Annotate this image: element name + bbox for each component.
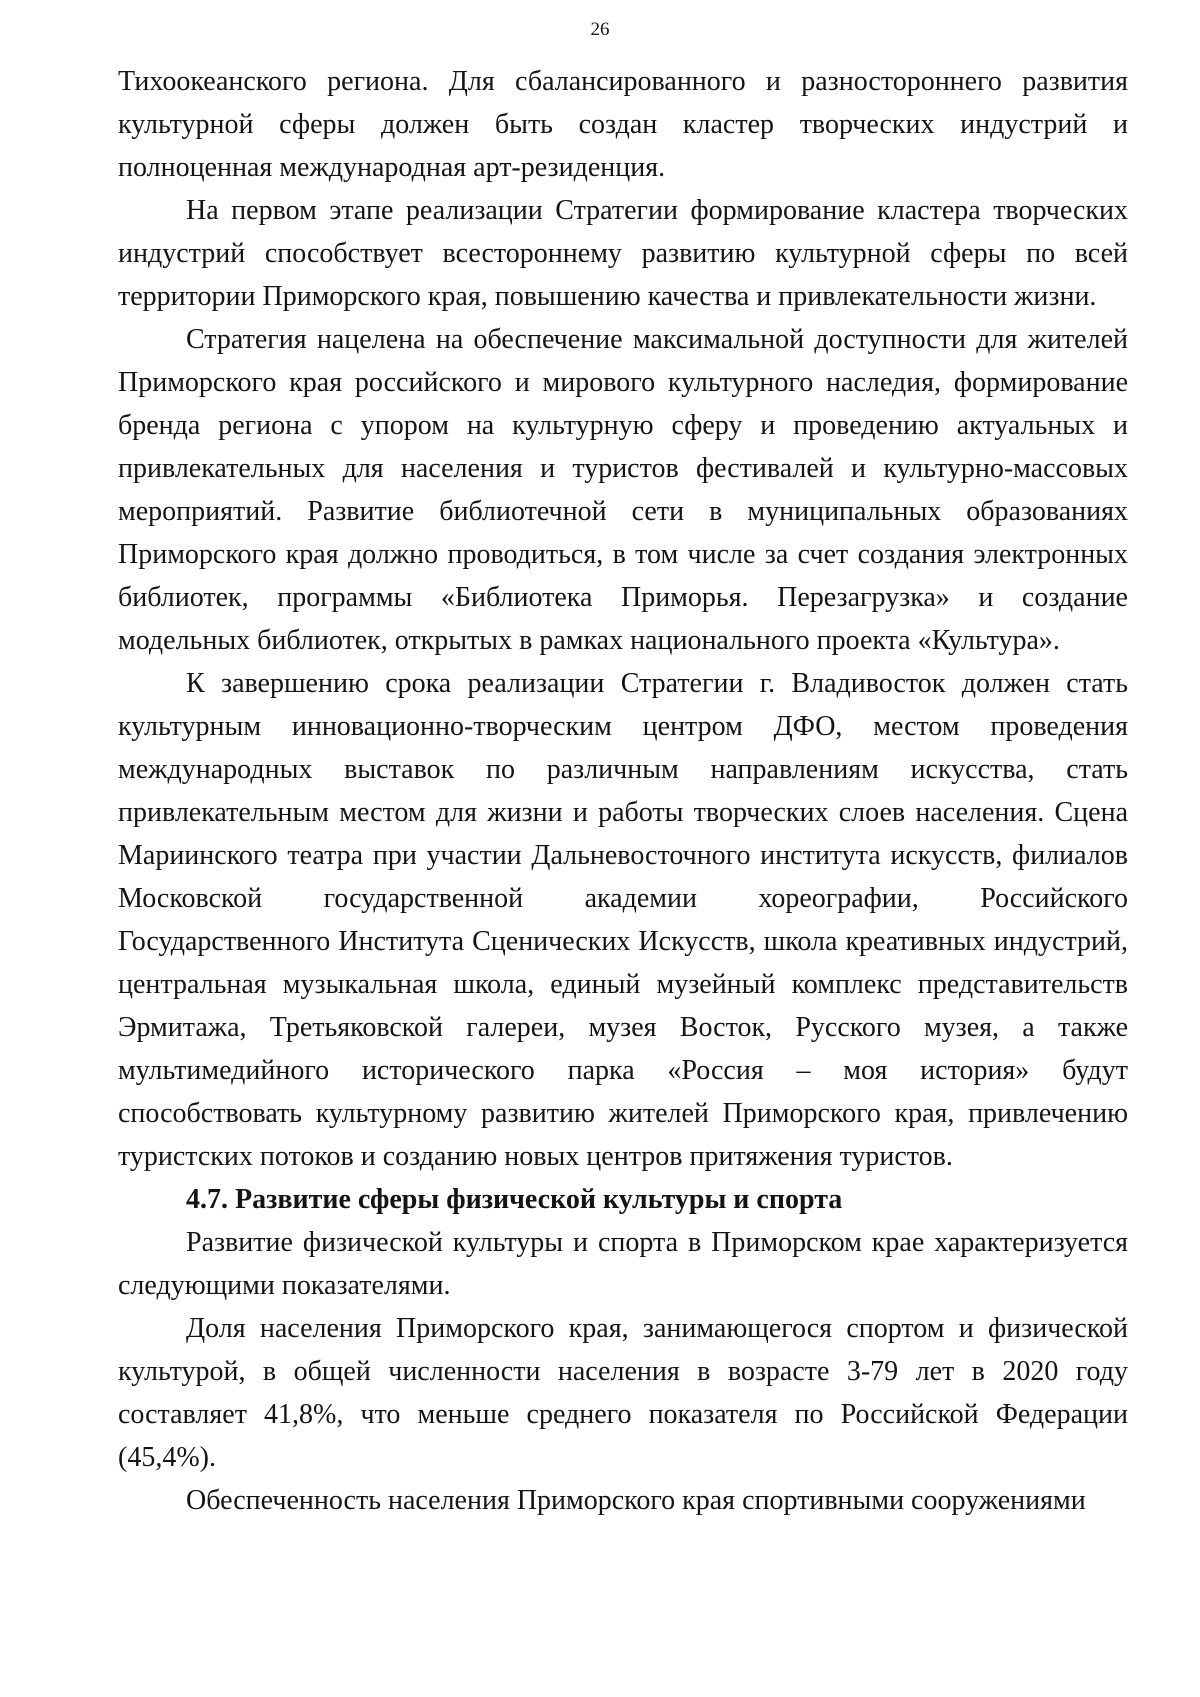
section-heading: 4.7. Развитие сферы физической культуры и спорта: [186, 1184, 843, 1215]
page-number: 26: [590, 19, 610, 40]
paragraph-sport-facilities: Обеспеченность населения Приморского края спортивными сооружениями: [186, 1485, 1086, 1516]
paragraph-strategy-goals: Стратегия нацелена на обеспечение максимальной доступности для жителей Приморского края российского и мирового культурного наследия, формирование бренда региона с упором на культурную сферу и проведению актуальных и привлекательных для населения и туристов фестивалей и культурно-массовых мероприятий. Развитие библиотечной сети в муниципальных образованиях Приморского края должно проводиться, в том числе за счет создания электронных библиотек, программы «Библиотека Приморья. Перезагрузка» и создание модельных библиотек, открытых в рамках национального проекта «Культура».: [118, 324, 1128, 656]
paragraph-pacific-region: Тихоокеанского региона. Для сбалансированного и разностороннего развития культурной сферы должен быть создан кластер творческих индустрий и полноценная международная арт-резиденция.: [118, 66, 1128, 183]
paragraph-first-stage: На первом этапе реализации Стратегии формирование кластера творческих индустрий способствует всестороннему развитию культурной сферы по всей территории Приморского края, повышению качества и привлекательности жизни.: [118, 195, 1128, 312]
paragraph-vladivostok-center: К завершению срока реализации Стратегии г. Владивосток должен стать культурным инновационно-творческим центром ДФО, местом проведения международных выставок по различным направлениям искусства, стать привлекательным местом для жизни и работы творческих слоев населения. Сцена Мариинского театра при участии Дальневосточного института искусств, филиалов Московской государственной академии хореографии, Российского Государственного Института Сценических Искусств, школа креативных индустрий, центральная музыкальная школа, единый музейный комплекс представительств Эрмитажа, Третьяковской галереи, музея Восток, Русского музея, а также мультимедийного исторического парка «Россия – моя история» будут способствовать культурному развитию жителей Приморского края, привлечению туристских потоков и созданию новых центров притяжения туристов.: [118, 668, 1128, 1172]
paragraph-sport-indicators: Развитие физической культуры и спорта в Приморском крае характеризуется следующими показателями.: [118, 1227, 1128, 1301]
paragraph-sport-share: Доля населения Приморского края, занимающегося спортом и физической культурой, в общей численности населения в возрасте 3-79 лет в 2020 году составляет 41,8%, что меньше среднего показателя по Российской Федерации (45,4%).: [118, 1313, 1128, 1473]
document-body: [118, 60, 1128, 1522]
